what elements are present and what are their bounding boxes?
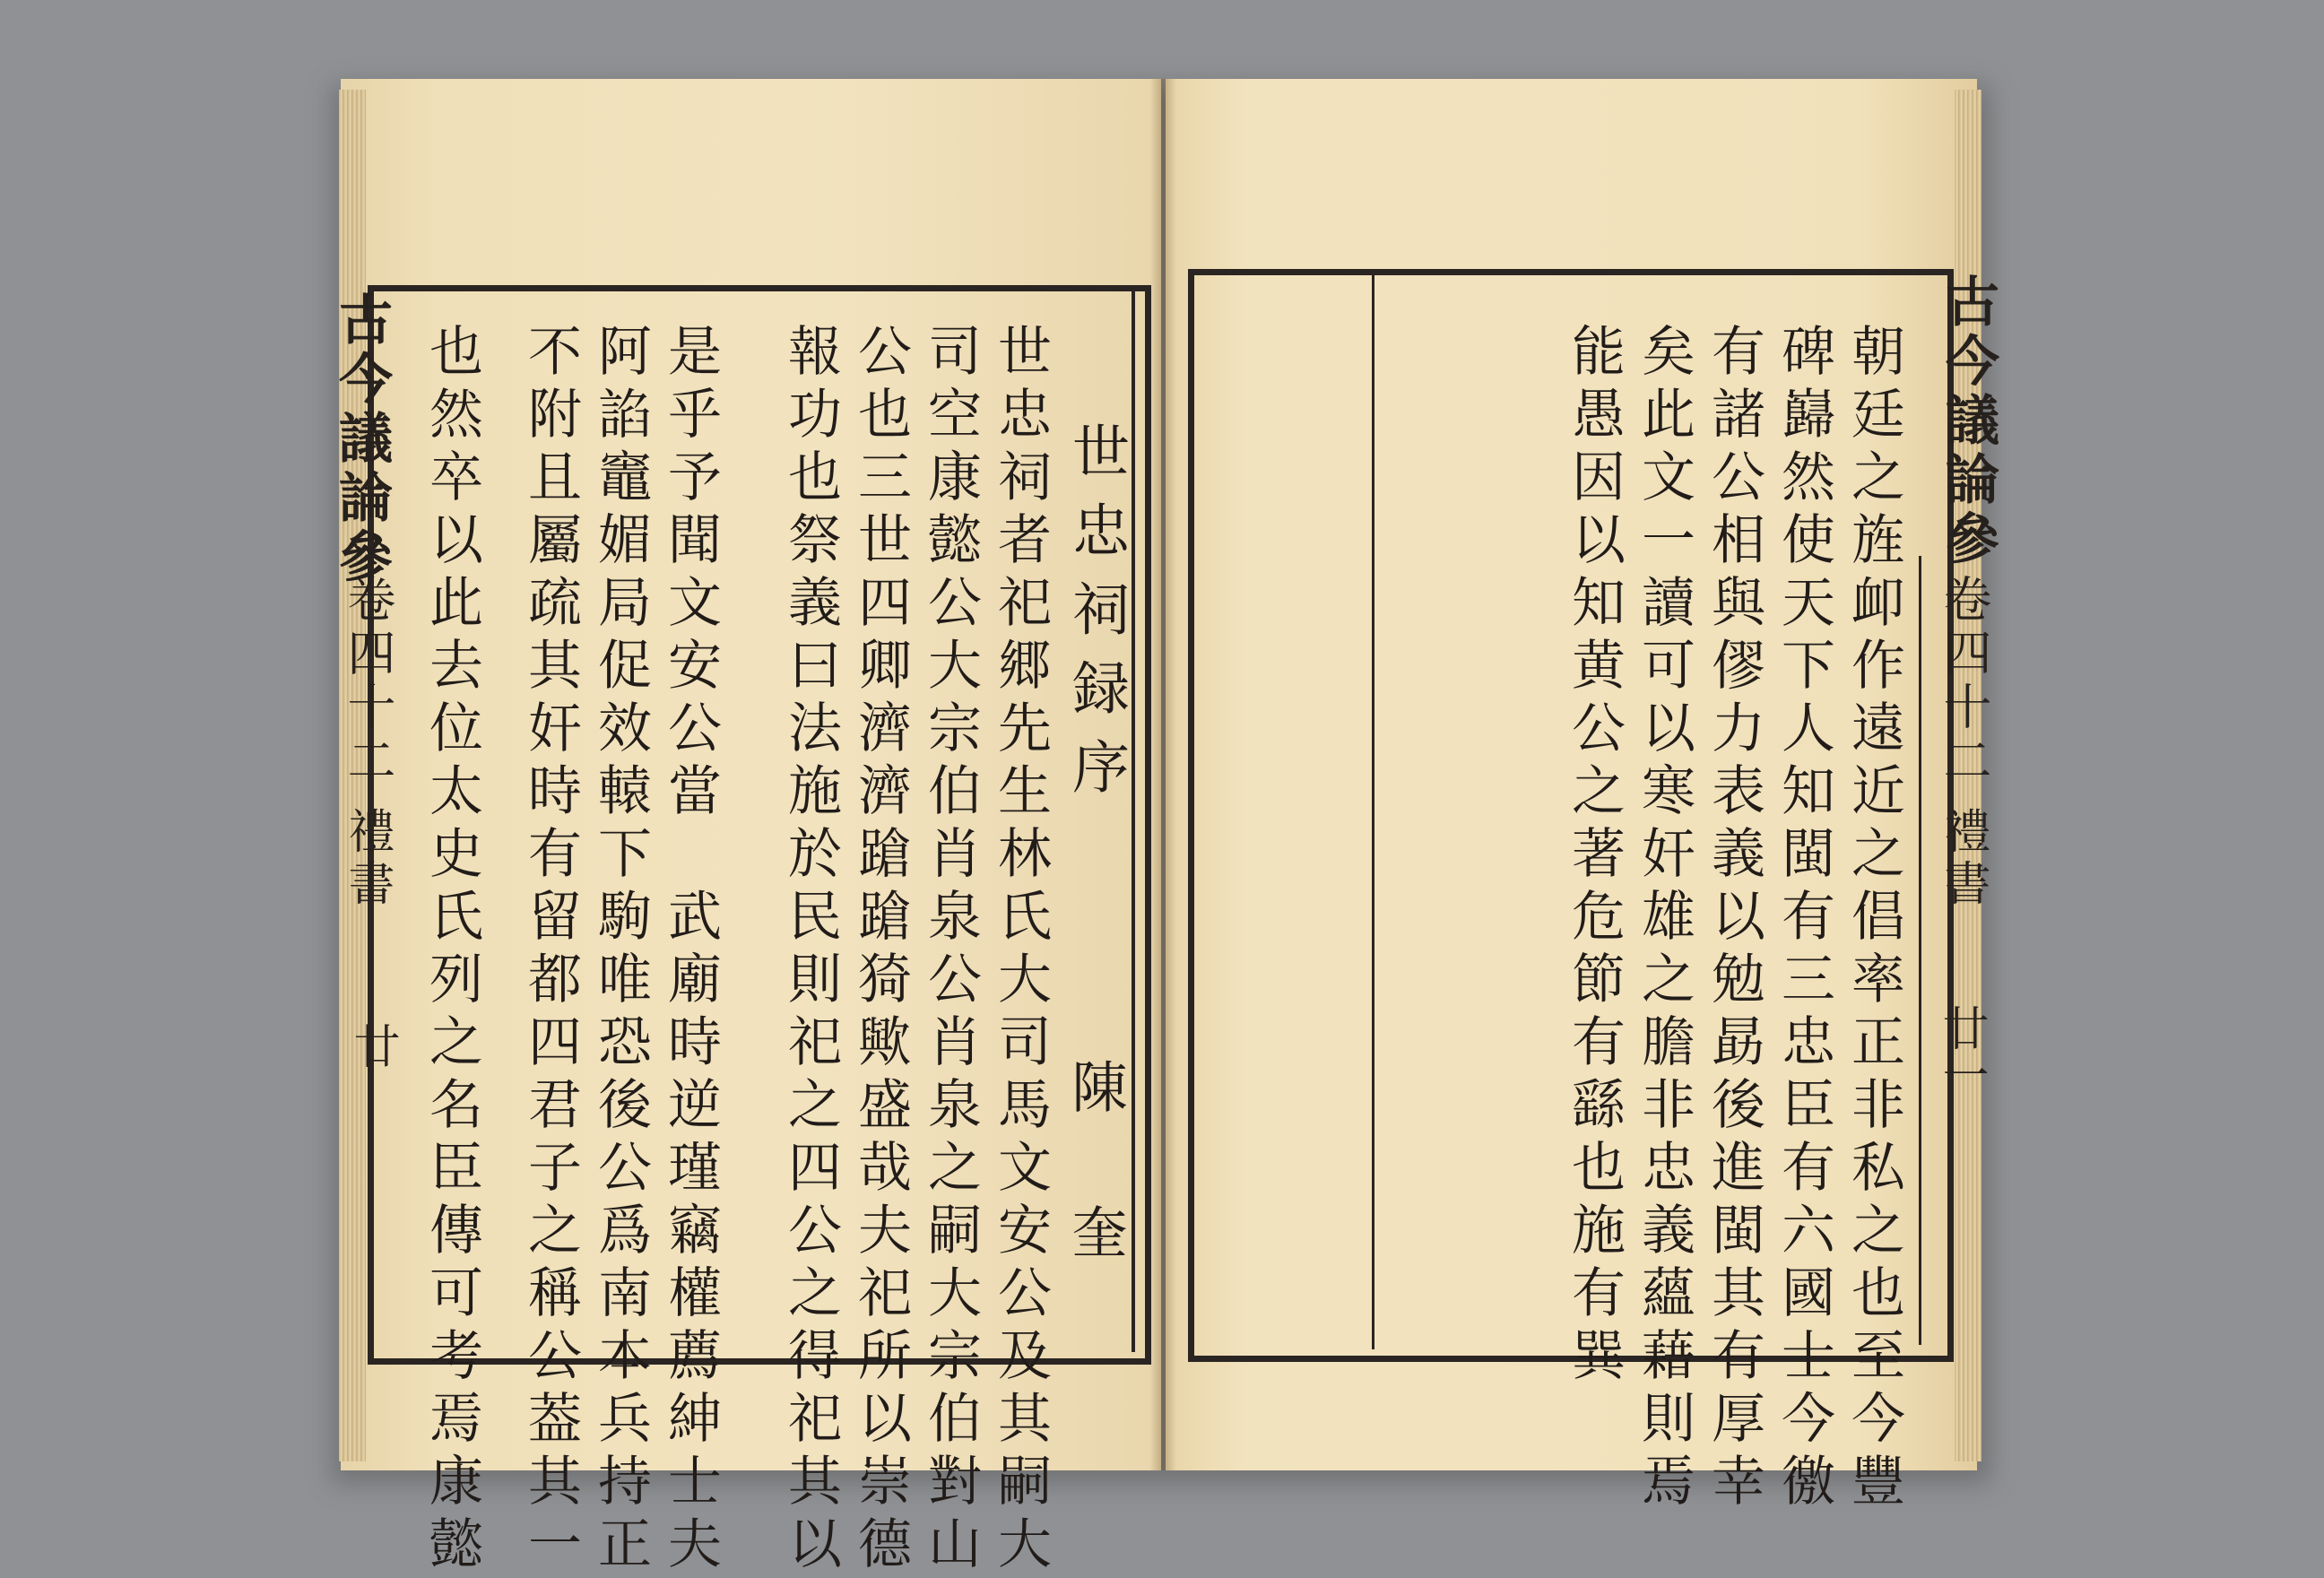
- left-text-column-6: 阿諂竈媚局促效轅下駒唯恐後公爲南本兵持正: [589, 323, 652, 1578]
- left-text-column-8: 也然卒以此去位太史氏列之名臣傳可考焉康懿: [421, 323, 483, 1578]
- left-banxin-volume: 卷四十二: [340, 574, 396, 789]
- right-banxin-section: 禮書: [1936, 807, 1990, 911]
- right-banxin-volume: 卷四十二: [1936, 574, 1992, 789]
- left-text-column-1: 世忠祠者祀郷先生林氏大司馬文安公及其嗣大: [989, 323, 1052, 1578]
- left-column-rule: [1132, 285, 1135, 1352]
- right-text-column-3: 有諸公相與僇力表義以勉勗後進閩其有厚幸: [1703, 323, 1765, 1515]
- left-text-column-7: 不附且屬疏其奸時有留都四君子之稱公葢其一: [519, 323, 582, 1578]
- right-column-rule: [1919, 556, 1921, 1345]
- book-gutter: [1149, 79, 1176, 1470]
- left-banxin-title: 古今議論參: [330, 291, 393, 587]
- right-text-column-2: 碑巋然使天下人知閩有三忠臣有六國士今徼: [1773, 323, 1835, 1515]
- right-text-column-1: 朝廷之旌卹作遠近之倡率正非私之也至今豐: [1843, 323, 1905, 1515]
- left-text-column-5: 是乎予聞文安公當 武廟時逆瑾竊權薦紳士夫: [659, 323, 722, 1578]
- left-author: 陳 奎: [1062, 1058, 1128, 1295]
- right-text-column-5: 能愚因以知黄公之著危節有繇也施有巽: [1563, 323, 1626, 1390]
- right-page-number: 廿一: [1934, 1004, 1988, 1097]
- left-heading: 世忠祠録序: [1062, 421, 1129, 816]
- left-text-column-2: 司空康懿公大宗伯肖泉公肖泉之嗣大宗伯對山: [919, 323, 982, 1578]
- left-text-column-3: 公也三世四卿濟濟蹌蹌猗歟盛哉夫祀所以崇德: [849, 323, 912, 1578]
- left-page-number: 廿: [345, 1022, 399, 1069]
- right-text-column-4: 矣此文一讀可以寒奸雄之膽非忠義蘊藉則焉: [1633, 323, 1695, 1515]
- right-divider-rule: [1372, 269, 1374, 1349]
- left-banxin-section: 禮書: [340, 807, 394, 911]
- left-text-column-4: 報功也祭義曰法施於民則祀之四公之得祀其以: [779, 323, 842, 1578]
- right-banxin-title: 古今議論參: [1937, 273, 1999, 569]
